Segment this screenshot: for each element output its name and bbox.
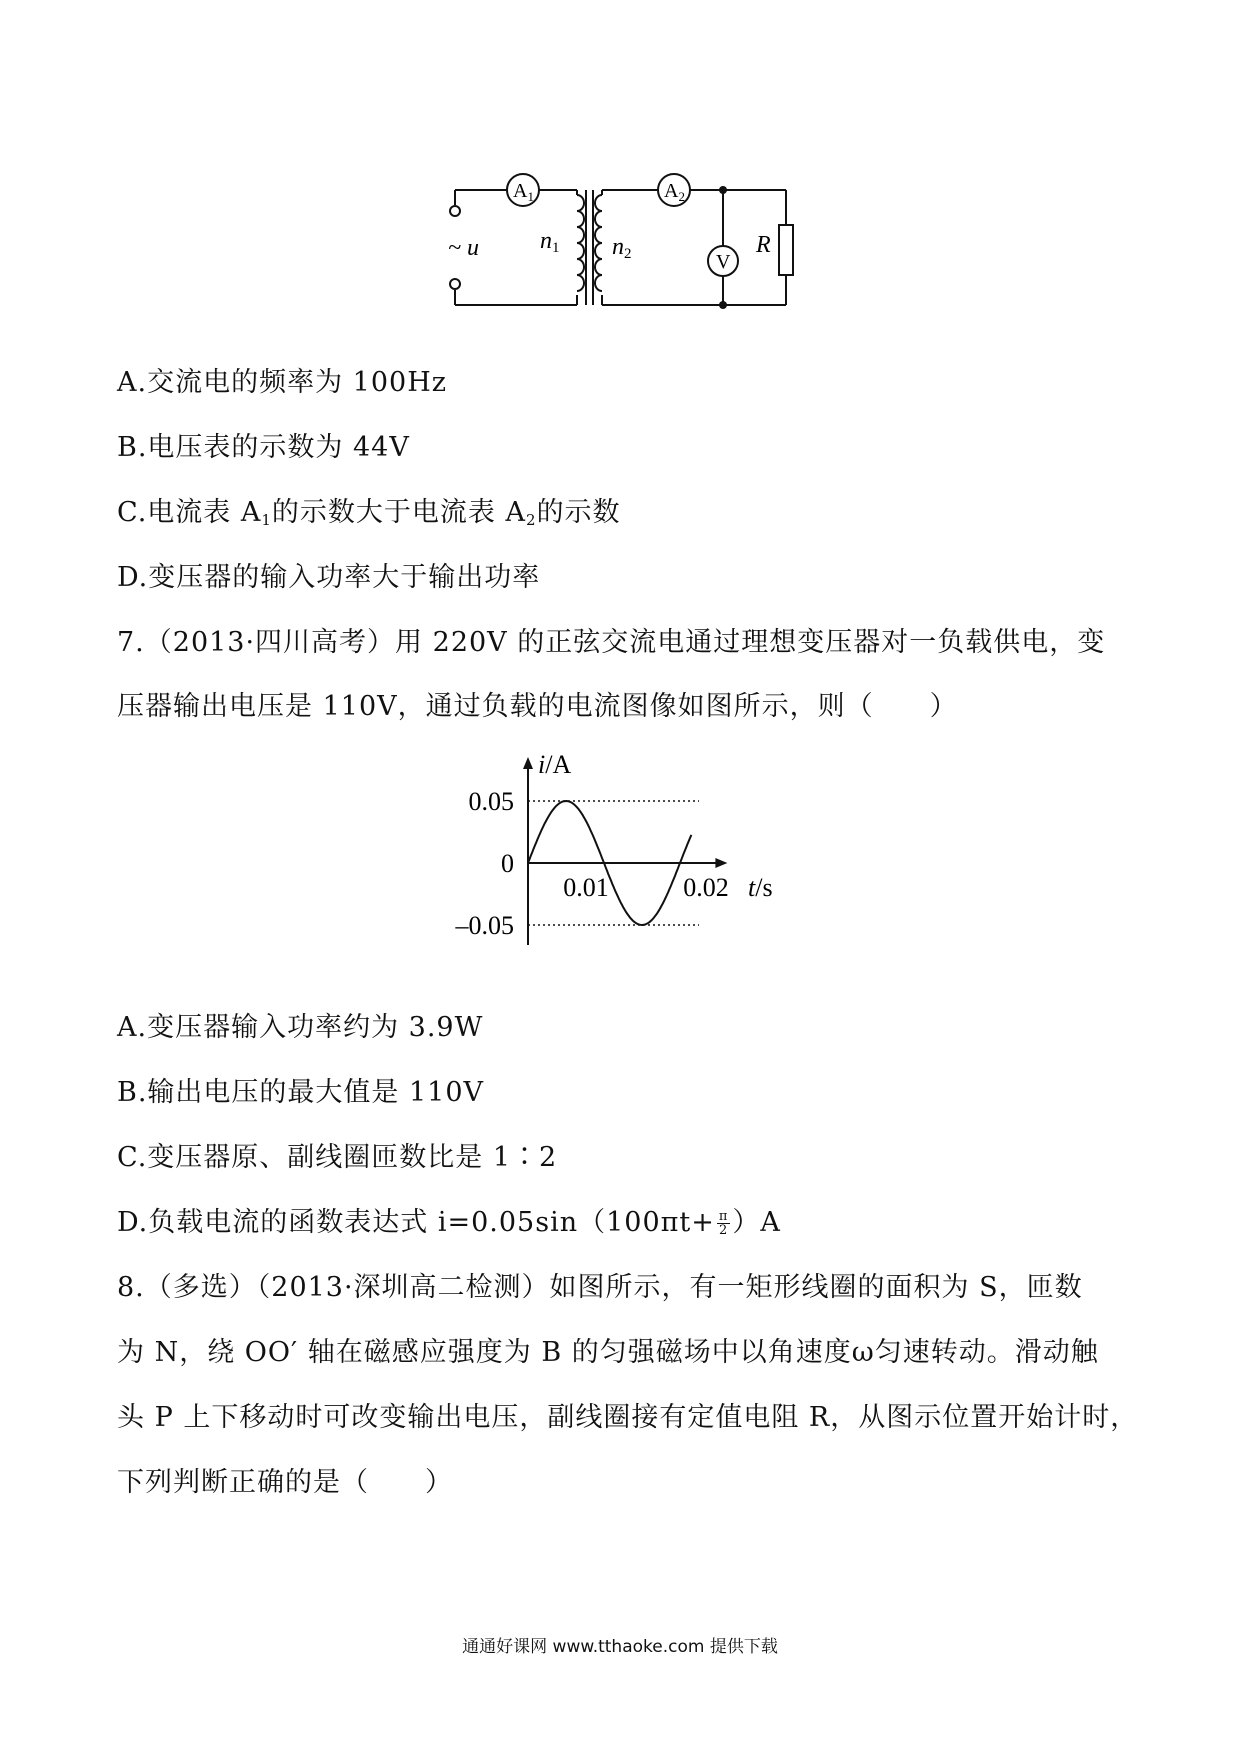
- y-tick-label: 0.05: [468, 787, 514, 816]
- fraction-numerator: π: [718, 1209, 729, 1224]
- ammeter-2-subscript: 2: [678, 189, 685, 204]
- q7-option-d-text: D.负载电流的函数表达式 i=0.05sin（100πt+: [117, 1207, 715, 1238]
- q6-option-d: D.变压器的输入功率大于输出功率: [117, 562, 541, 593]
- current-time-graph: [440, 745, 820, 965]
- y-axis-label: i/A: [538, 750, 572, 779]
- x-tick-label: 0.02: [683, 873, 729, 902]
- q8-stem-line-2: 为 N，绕 OO′ 轴在磁感应强度为 B 的匀强磁场中以角速度ω匀速转动。滑动触: [117, 1337, 1099, 1368]
- q7-option-d-text-2: ）A: [732, 1207, 781, 1238]
- q6-option-c: [117, 490, 621, 529]
- source-label: ~ u: [448, 235, 479, 261]
- q7-stem-line-1: 7.（2013·四川高考）用 220V 的正弦交流电通过理想变压器对一负载供电，变: [117, 627, 1106, 658]
- q7-option-b: B.输出电压的最大值是 110V: [117, 1077, 485, 1108]
- y-axis-arrow: [523, 757, 533, 769]
- q7-stem-line-2: 压器输出电压是 110V，通过负载的电流图像如图所示，则（ ）: [117, 691, 958, 722]
- pi-over-2-fraction: [717, 1210, 731, 1237]
- secondary-turns-label: n: [612, 234, 624, 260]
- secondary-turns-subscript: 2: [624, 246, 632, 262]
- q7-option-c: C.变压器原、副线圈匝数比是 1∶2: [117, 1142, 558, 1173]
- y-tick-label: –0.05: [455, 911, 514, 940]
- q6-option-c-sub1: 1: [261, 511, 272, 529]
- y-tick-label: 0: [501, 849, 514, 878]
- x-axis-arrow: [715, 858, 727, 868]
- q6-option-c-text: C.电流表 A: [117, 497, 262, 528]
- footer-source: 通通好课网 www.tthaoke.com 提供下载: [462, 1637, 778, 1657]
- q6-option-c-text-2: 的示数大于电流表 A: [271, 497, 527, 528]
- q8-stem-line-4: 下列判断正确的是（ ）: [117, 1467, 453, 1498]
- svg-text:n2: [612, 234, 632, 262]
- primary-turns-label: n: [540, 228, 552, 254]
- q6-option-c-sub2: 2: [526, 511, 537, 529]
- q8-stem-line-3: 头 P 上下移动时可改变输出电压，副线圈接有定值电阻 R，从图示位置开始计时，: [117, 1402, 1139, 1433]
- primary-turns-subscript: 1: [552, 240, 560, 256]
- q6-option-b: B.电压表的示数为 44V: [117, 432, 410, 463]
- x-axis-label: t/s: [748, 873, 773, 902]
- voltmeter-label: V: [716, 251, 731, 273]
- transformer-circuit-diagram: [440, 160, 820, 320]
- ammeter-1-subscript: 1: [527, 189, 534, 204]
- q6-option-c-text-3: 的示数: [536, 497, 621, 528]
- ammeter-2-label: A: [664, 180, 679, 202]
- resistor-label: R: [756, 232, 771, 258]
- q6-option-a: A.交流电的频率为 100Hz: [117, 367, 447, 398]
- svg-text:n1: [540, 228, 560, 256]
- q8-stem-line-1: 8.（多选）（2013·深圳高二检测）如图所示，有一矩形线圈的面积为 S，匝数: [117, 1272, 1083, 1303]
- ammeter-1-label: A: [513, 180, 528, 202]
- fraction-denominator: 2: [718, 1223, 729, 1238]
- q7-option-a: A.变压器输入功率约为 3.9W: [117, 1012, 484, 1043]
- x-tick-label: 0.01: [563, 873, 609, 902]
- q7-option-d: [117, 1200, 781, 1239]
